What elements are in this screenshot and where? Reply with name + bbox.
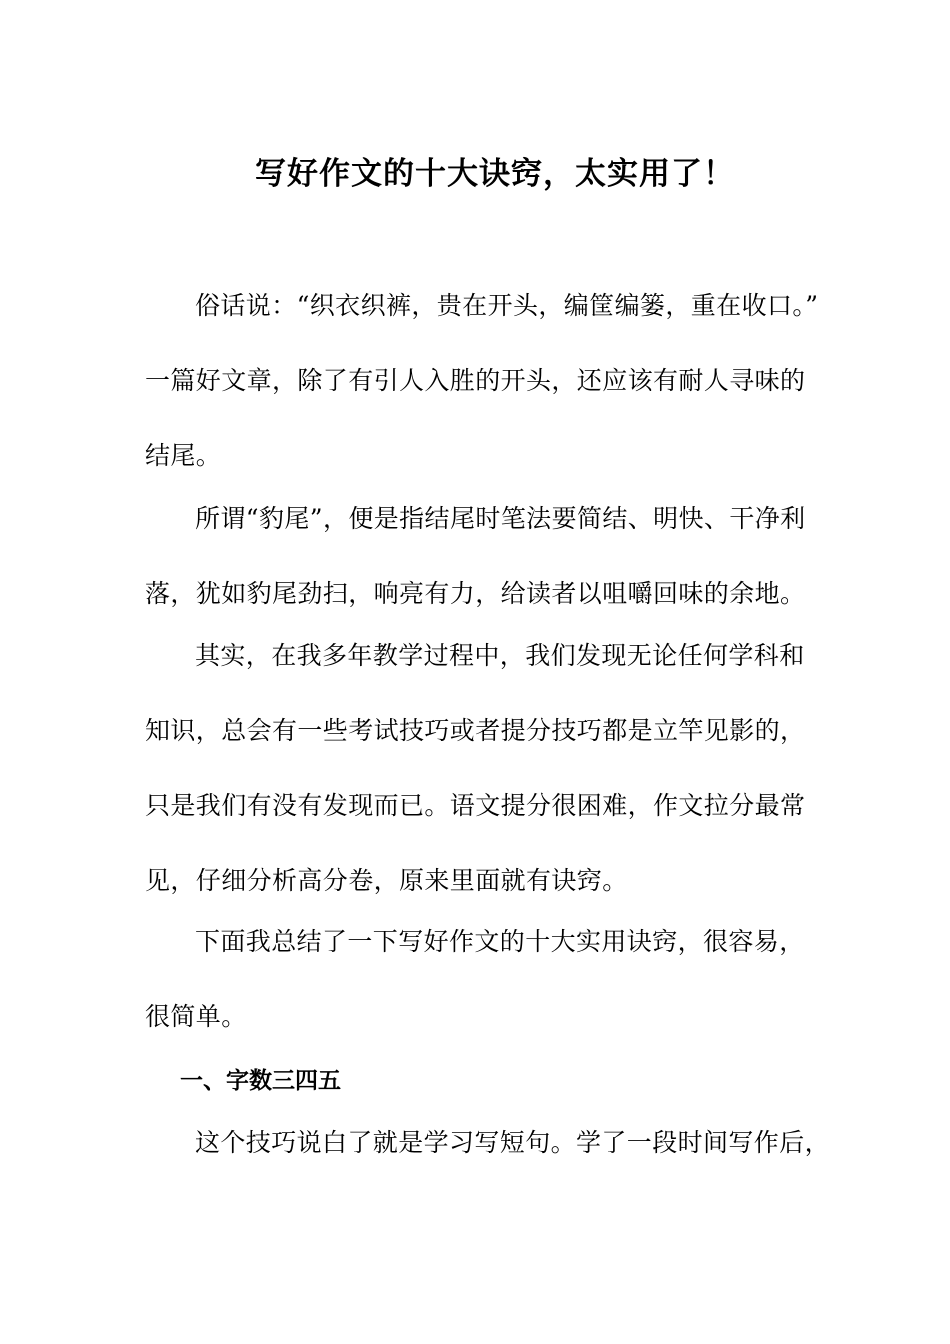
paragraph-line: 所谓“豹尾”，便是指结尾时笔法要简结、明快、干净利 — [195, 504, 806, 533]
paragraph-line: 很简单。 — [145, 1002, 247, 1031]
paragraph-line: 这个技巧说白了就是学习写短句。学了一段时间写作后， — [195, 1128, 831, 1157]
section-heading: 一、字数三四五 — [180, 1068, 341, 1094]
paragraph-line: 其实，在我多年教学过程中，我们发现无论任何学科和 — [195, 641, 805, 670]
paragraph-line: 只是我们有没有发现而已。语文提分很困难，作文拉分最常 — [145, 791, 806, 820]
paragraph-line: 见，仔细分析高分卷，原来里面就有诀窍。 — [145, 866, 628, 895]
paragraph-line: 结尾。 — [145, 441, 222, 470]
paragraph-line: 一篇好文章，除了有引人入胜的开头，还应该有耐人寻味的 — [145, 366, 806, 395]
paragraph-line: 落，犹如豹尾劲扫，响亮有力，给读者以咀嚼回味的余地。 — [145, 579, 806, 608]
paragraph-line: 俗话说：“织衣织裤，贵在开头，编筐编篓，重在收口。” — [195, 291, 819, 320]
paragraph-line: 知识，总会有一些考试技巧或者提分技巧都是立竿见影的， — [145, 716, 806, 745]
document-title: 写好作文的十大诀窍，太实用了！ — [255, 156, 735, 192]
paragraph-line: 下面我总结了一下写好作文的十大实用诀窍，很容易， — [195, 927, 805, 956]
